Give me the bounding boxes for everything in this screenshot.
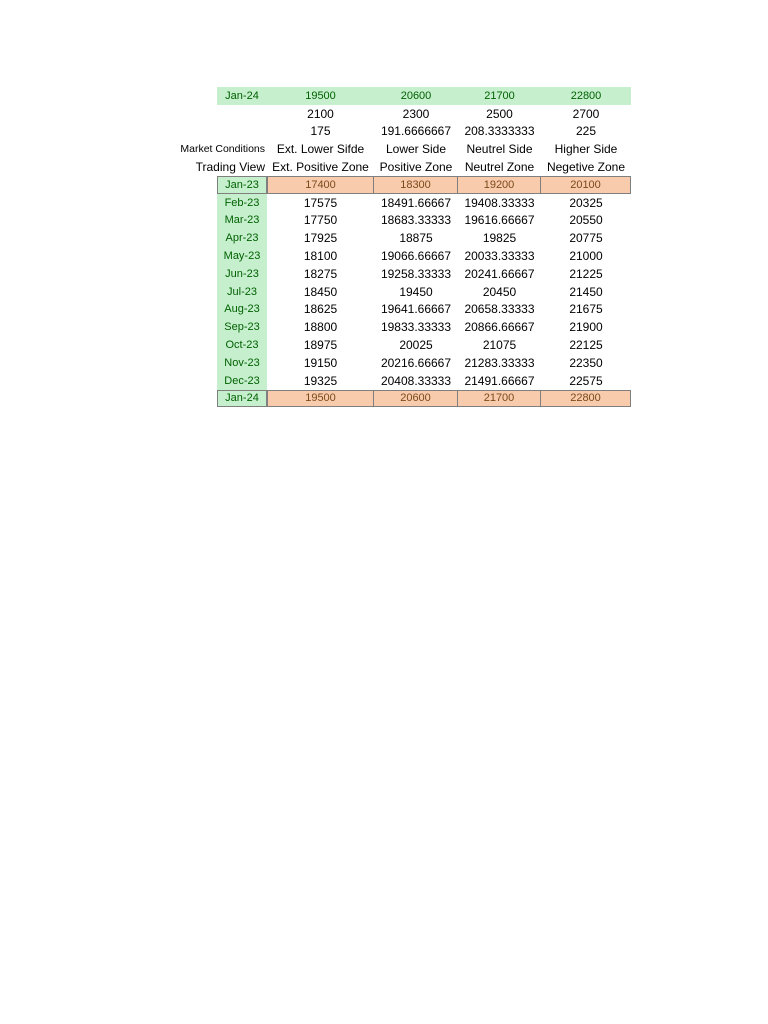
value-cell[interactable]: 21675: [569, 302, 603, 317]
value-cell[interactable]: 19325: [303, 373, 338, 388]
increment-cell[interactable]: 2500: [486, 106, 513, 121]
increments-row: [160, 105, 631, 123]
trading-view-cell[interactable]: Negetive Zone: [546, 160, 626, 175]
market-conditions-label[interactable]: Market Conditions: [180, 143, 265, 156]
value-cell[interactable]: 20325: [569, 195, 603, 210]
step-cell[interactable]: 175: [310, 124, 331, 139]
value-cell[interactable]: 22800: [541, 390, 631, 408]
value-cell[interactable]: 20408.33333: [380, 373, 452, 388]
table-row: [160, 194, 631, 212]
trading-view-row: [160, 158, 631, 176]
value-cell[interactable]: 17575: [303, 195, 338, 210]
month-cell[interactable]: Oct-23: [217, 336, 267, 354]
value-cell[interactable]: 20216.66667: [380, 355, 452, 370]
value-cell[interactable]: 19408.33333: [464, 195, 535, 210]
step-cell[interactable]: 225: [575, 124, 597, 139]
month-cell[interactable]: Aug-23: [217, 301, 267, 319]
table-row: [160, 354, 631, 372]
row-label: [160, 87, 217, 105]
value-cell[interactable]: 21283.33333: [464, 355, 535, 370]
value-cell[interactable]: 18625: [303, 302, 338, 317]
table-row: [160, 336, 631, 354]
trading-view-label[interactable]: Trading View: [195, 160, 265, 175]
trading-view-cell[interactable]: Positive Zone: [379, 160, 453, 175]
value-cell[interactable]: 19258.33333: [380, 266, 452, 281]
table-row: [160, 247, 631, 265]
table-row: [160, 301, 631, 319]
value-cell[interactable]: 18491.66667: [380, 195, 452, 210]
value-cell[interactable]: 18300: [374, 176, 458, 194]
value-cell[interactable]: 22125: [569, 338, 603, 353]
value-cell[interactable]: 18800: [303, 320, 338, 335]
step-cell[interactable]: 191.6666667: [380, 124, 452, 139]
spreadsheet-table: [160, 87, 631, 407]
value-cell[interactable]: 20025: [399, 338, 433, 353]
header-value[interactable]: 20600: [374, 87, 458, 105]
value-cell[interactable]: 17925: [303, 231, 338, 246]
value-cell[interactable]: 20241.66667: [464, 266, 535, 281]
value-cell[interactable]: 18683.33333: [380, 213, 452, 228]
header-value[interactable]: 22800: [541, 87, 631, 105]
value-cell[interactable]: 21225: [569, 266, 603, 281]
data-rows: [160, 176, 631, 407]
value-cell[interactable]: 20775: [569, 231, 603, 246]
table-row: [160, 390, 631, 408]
month-cell[interactable]: May-23: [217, 247, 267, 265]
value-cell[interactable]: 20866.66667: [464, 320, 535, 335]
value-cell[interactable]: 19066.66667: [380, 249, 452, 264]
month-cell[interactable]: Sep-23: [217, 318, 267, 336]
month-cell[interactable]: Jun-23: [217, 265, 267, 283]
value-cell[interactable]: 21000: [569, 249, 603, 264]
header-row: [160, 87, 631, 105]
value-cell[interactable]: 19616.66667: [464, 213, 535, 228]
step-cell[interactable]: 208.3333333: [464, 124, 535, 139]
market-condition-cell[interactable]: Neutrel Side: [466, 142, 533, 157]
month-cell[interactable]: Jan-24: [217, 390, 267, 408]
value-cell[interactable]: 17400: [267, 176, 374, 194]
value-cell[interactable]: 18450: [303, 284, 338, 299]
value-cell[interactable]: 21450: [569, 284, 603, 299]
market-condition-cell[interactable]: Ext. Lower Sifde: [276, 142, 365, 157]
month-cell[interactable]: Feb-23: [217, 194, 267, 212]
value-cell[interactable]: 20600: [374, 390, 458, 408]
value-cell[interactable]: 19825: [482, 231, 517, 246]
value-cell[interactable]: 18975: [303, 338, 338, 353]
value-cell[interactable]: 18100: [303, 249, 338, 264]
table-row: [160, 229, 631, 247]
trading-view-cell[interactable]: Ext. Positive Zone: [272, 160, 369, 175]
table-row: [160, 372, 631, 390]
value-cell[interactable]: 20033.33333: [464, 249, 535, 264]
value-cell[interactable]: 22350: [569, 355, 603, 370]
header-month[interactable]: Jan-24: [217, 87, 267, 105]
table-row: [160, 283, 631, 301]
value-cell[interactable]: 21900: [569, 320, 603, 335]
month-cell[interactable]: Dec-23: [217, 372, 267, 390]
value-cell[interactable]: 22575: [569, 373, 603, 388]
table-row: [160, 212, 631, 230]
monthly-steps-row: [160, 123, 631, 141]
value-cell[interactable]: 17750: [303, 213, 338, 228]
month-cell[interactable]: Jul-23: [217, 283, 267, 301]
value-cell[interactable]: 20658.33333: [464, 302, 535, 317]
market-conditions-row: [160, 140, 631, 158]
month-cell[interactable]: Jan-23: [217, 176, 267, 194]
month-cell[interactable]: Nov-23: [217, 354, 267, 372]
table-row: [160, 176, 631, 194]
value-cell[interactable]: 19450: [399, 284, 433, 299]
header-value[interactable]: 21700: [458, 87, 541, 105]
value-cell[interactable]: 19500: [267, 390, 374, 408]
value-cell[interactable]: 19150: [303, 355, 338, 370]
market-condition-cell[interactable]: Lower Side: [385, 142, 447, 157]
increment-cell[interactable]: 2100: [307, 106, 334, 121]
increment-cell[interactable]: 2300: [402, 106, 430, 121]
value-cell[interactable]: 18875: [399, 231, 433, 246]
table-row: [160, 318, 631, 336]
market-condition-cell[interactable]: Higher Side: [554, 142, 618, 157]
value-cell[interactable]: 20550: [569, 213, 603, 228]
month-cell[interactable]: Apr-23: [217, 229, 267, 247]
value-cell[interactable]: 19833.33333: [380, 320, 452, 335]
increment-cell[interactable]: 2700: [572, 106, 600, 121]
value-cell[interactable]: 21075: [482, 338, 517, 353]
header-value[interactable]: 19500: [267, 87, 374, 105]
value-cell[interactable]: 20450: [482, 284, 517, 299]
value-cell[interactable]: 21491.66667: [464, 373, 535, 388]
value-cell[interactable]: 18275: [303, 266, 338, 281]
trading-view-cell[interactable]: Neutrel Zone: [464, 160, 535, 175]
value-cell[interactable]: 21700: [458, 390, 541, 408]
value-cell[interactable]: 20100: [541, 176, 631, 194]
table-row: [160, 265, 631, 283]
value-cell[interactable]: 19200: [458, 176, 541, 194]
value-cell[interactable]: 19641.66667: [380, 302, 452, 317]
month-cell[interactable]: Mar-23: [217, 212, 267, 230]
